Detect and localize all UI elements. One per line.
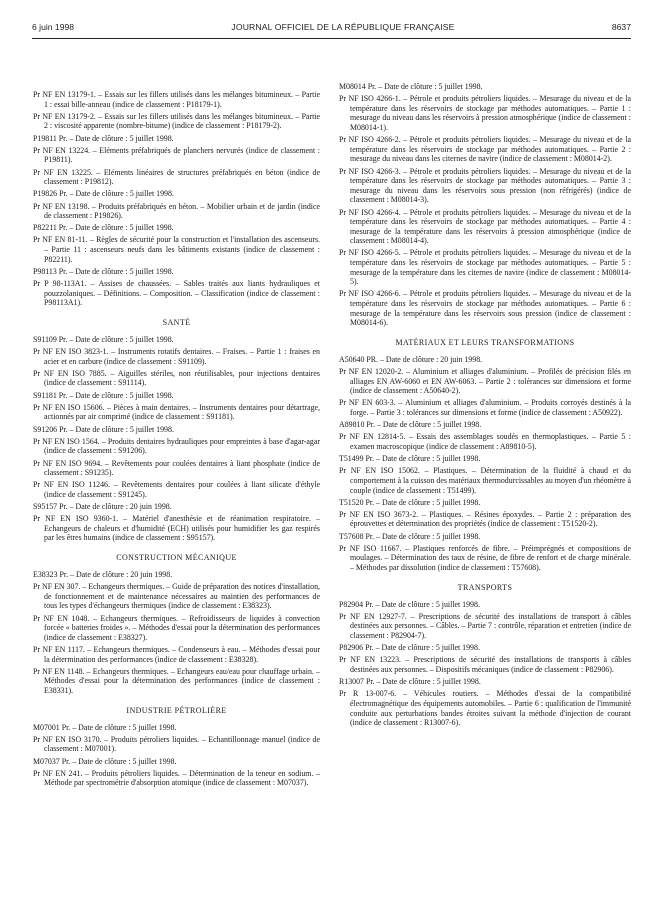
notice-entry: Pr NF ISO 4266-3. – Pétrole et produits pétroliers liquides. – Mesurage du niveau et de la température dans les réservoirs de stockage par méthodes automatiques. – Partie 3 : mesurage du niveau dans les réservoirs sous pression (non réfrigérés) (indice de classement : M08014-3).: [339, 166, 631, 205]
notice-entry: Pr NF ISO 4266-2. – Pétrole et produits pétroliers liquides. – Mesurage du niveau et de la température dans les réservoirs de stockage par méthodes automatiques. – Partie 2 : mesurage du niveau dans les citernes de navire (indice de classement : M08014-2).: [339, 135, 631, 164]
notice-entry: Pr NF ISO 11667. – Plastiques renforcés de fibre. – Préimprégnés et compositions de moulages. – Détermination des taux de résine, de fibre de renfort et de charge minérale. – Méthodes par dissolution (indice de classement : T57608).: [339, 543, 631, 573]
notice-entry: T57608 Pr. – Date de clôture : 5 juillet 1998.: [339, 531, 481, 541]
notice-entry: P82906 Pr. – Date de clôture : 5 juillet 1998.: [339, 643, 480, 653]
notice-entry: Pr NF EN 1117. – Echangeurs thermiques. – Condenseurs à eau. – Méthodes d'essai pour la détermination des performances (indice de classement : E38328).: [33, 644, 320, 664]
notice-entry: R13007 Pr. – Date de clôture : 5 juillet 1998.: [339, 677, 481, 687]
notice-entry: P82904 Pr. – Date de clôture : 5 juillet 1998.: [339, 599, 480, 609]
notice-entry: Pr NF EN 603-3. – Aluminium et alliages d'aluminium. – Produits corroyés destinés à la forge. – Partie 3 : tolérances sur dimensions et forme (indice de classement : A50922).: [339, 398, 631, 417]
notice-entry: T51499 Pr. – Date de clôture : 5 juillet 1998.: [339, 454, 481, 464]
notice-entry: Pr NF ISO 4266-6. – Pétrole et produits pétroliers liquides. – Mesurage du niveau et de la température dans les réservoirs de stockage par méthodes automatiques. – Partie 6 : mesurage de la température dans les réservoirs sous pression (indice de classement : M08014-6).: [339, 289, 631, 328]
notice-entry: Pr NF EN ISO 9694. – Revêtements pour coulées dentaires à liant phosphate (indice de classement : S91235).: [33, 458, 320, 478]
notice-entry: Pr NF EN ISO 7885. – Aiguilles stériles, non réutilisables, pour injections dentaires (indice de classement : S91114).: [33, 368, 320, 388]
notice-entry: Pr NF EN 13198. – Produits préfabriqués en béton. – Mobilier urbain et de jardin (indice de classement : P19826).: [33, 201, 320, 221]
notice-entry: A89810 Pr. – Date de clôture : 5 juillet 1998.: [339, 420, 482, 430]
notice-entry: Pr NF ISO 4266-4. – Pétrole et produits pétroliers liquides. – Mesurage du niveau et de la température dans les réservoirs de stockage par méthodes automatiques. – Partie 4 : mesurage de la température dans les réservoirs à pression atmosphérique (indice de classement : M08014-4).: [339, 207, 631, 246]
notice-entry: Pr NF ISO 4266-1. – Pétrole et produits pétroliers liquides. – Mesurage du niveau et de la température dans les réservoirs de stockage par méthodes automatiques. – Partie 1 : mesurage du niveau dans les réservoirs à pression atmosphérique (indice de classement : M08014-1).: [339, 94, 631, 132]
notice-entry: P19826 Pr. – Date de clôture : 5 juillet 1998.: [33, 189, 174, 199]
notice-entry: E38323 Pr. – Date de clôture : 20 juin 1998.: [33, 570, 173, 580]
notice-entry: Pr NF EN ISO 3673-2. – Plastiques. – Résines époxydes. – Partie 2 : préparation des éprouvettes et détermination des propriétés (indice de classement : T51520-2).: [339, 509, 631, 529]
notice-entry: Pr NF ISO 4266-5. – Pétrole et produits pétroliers liquides. – Mesurage du niveau et de la température dans les réservoirs de stockage par méthodes automatiques. – Partie 5 : mesurage de la température dans les citernes de navire (indice de classement : M08014-5).: [339, 248, 631, 287]
notice-entry: Pr NF EN 1048. – Echangeurs thermiques. – Refroidisseurs de liquides à convection forcée « batteries froides ». – Méthodes d'essai pour la détermination des performances (indice de classement : E38327).: [33, 613, 320, 642]
journal-title: JOURNAL OFFICIEL DE LA RÉPUBLIQUE FRANÇAISE: [231, 22, 455, 32]
section-heading: SANTÉ: [162, 317, 191, 327]
notice-entry: Pr NF EN ISO 1564. – Produits dentaires hydrauliques pour empreintes à base d'agar-agar (indice de classement : S91206).: [33, 436, 320, 456]
section-heading: INDUSTRIE PÉTROLIÈRE: [126, 705, 227, 715]
notice-entry: S91181 Pr. – Date de clôture : 5 juillet 1998.: [33, 390, 174, 400]
notice-entry: P19811 Pr. – Date de clôture : 5 juillet 1998.: [33, 133, 174, 143]
notice-entry: Pr NF EN ISO 3823-1. – Instruments rotatifs dentaires. – Fraises. – Partie 1 : fraises en acier et en carbure (indice de classement : S91109).: [33, 347, 320, 366]
notice-entry: Pr NF EN ISO 11246. – Revêtements dentaires pour coulées à liant silicate d'éthyle (indice de classement : S91245).: [33, 480, 320, 499]
notice-entry: Pr NF EN ISO 15606. – Pièces à main dentaires. – Instruments dentaires pour détartrage, actionnés par air comprimé (indice de classement : S91181).: [33, 402, 320, 422]
notice-entry: Pr NF EN 13224. – Eléments préfabriqués de planchers nervurés (indice de classement : P19811).: [33, 145, 320, 165]
notice-entry: Pr NF EN 12927-7. – Prescriptions de sécurité des installations de transport à câbles destinées aux personnes. – Câbles. – Partie 7 : contrôle, réparation et entretien (indice de classement : P82904-7).: [339, 611, 631, 640]
notice-entry: Pr R 13-007-6. – Véhicules routiers. – Méthodes d'essai de la compatibilité électromagnétique des équipements automobiles. – Partie 6 : qualification de l'immunité conduite aux perturbations bandes étroites suivant la méthode d'injection de courant (indice de classement : R13007-6).: [339, 689, 631, 728]
header-date: 6 juin 1998: [32, 22, 75, 32]
section-heading: TRANSPORTS: [457, 582, 513, 592]
notice-entry: Pr NF EN 12814-5. – Essais des assemblages soudés en thermoplastiques. – Partie 5 : examen macroscopique (indice de classement : A89810-5).: [339, 432, 631, 451]
notice-entry: M07001 Pr. – Date de clôture : 5 juillet 1998.: [33, 722, 177, 732]
notice-entry: Pr P 98-113A1. – Assises de chaussées. – Sables traités aux liants hydrauliques et pouzzolaniques. – Définitions. – Composition. – Classification (indice de classement : P98113A1).: [33, 279, 320, 308]
notice-entry: Pr NF EN 241. – Produits pétroliers liquides. – Détermination de la teneur en sodium. – Méthode par spectrométrie d'absorption atomique (indice de classement : M07037).: [33, 768, 320, 788]
notice-entry: Pr NF EN 13179-2. – Essais sur les fillers utilisés dans les mélanges bitumineux. – Partie 2 : viscosité apparente (nombre-bitume) (indice de classement : P18179-2).: [33, 111, 320, 131]
notice-entry: A50640 PR. – Date de clôture : 20 juin 1998.: [339, 354, 483, 364]
notice-entry: P98113 Pr. – Date de clôture : 5 juillet 1998.: [33, 266, 174, 276]
notice-entry: Pr NF EN 13223. – Prescriptions de sécurité des installations de transports à câbles destinées aux personnes. – Dispositifs mécaniques (indice de classement : P82906).: [339, 655, 631, 674]
section-heading: CONSTRUCTION MÉCANIQUE: [116, 553, 237, 563]
right-column: [339, 82, 631, 730]
notice-entry: T51520 Pr. – Date de clôture : 5 juillet 1998.: [339, 497, 481, 507]
notice-entry: S91109 Pr. – Date de clôture : 5 juillet 1998.: [33, 334, 174, 344]
notice-entry: Pr NF EN ISO 15062. – Plastiques. – Détermination de la fluidité à chaud et du comportement à la cuisson des matériaux thermodurcissables au moyen d'un rhéomètre à couple (indice de classement : T51499).: [339, 466, 631, 495]
notice-entry: Pr NF EN 13225. – Eléments linéaires de structures préfabriqués en béton (indice de classement : P19812).: [33, 167, 320, 187]
page-header: [32, 22, 631, 36]
notice-entry: S95157 Pr. – Date de clôture : 20 juin 1998.: [33, 502, 172, 512]
notice-entry: Pr NF EN 307. – Echangeurs thermiques. – Guide de préparation des notices d'installation, de fonctionnement et de maintenance nécessaires au maintien des performances de tous les types d'échangeurs thermiques (indice de classement : E38323).: [33, 582, 320, 611]
notice-entry: M07037 Pr. – Date de clôture : 5 juillet 1998.: [33, 756, 177, 766]
header-rule: [32, 38, 631, 39]
left-column: [33, 90, 320, 790]
notice-entry: Pr NF EN 1148. – Echangeurs thermiques. – Echangeurs eau/eau pour chauffage urbain. – Méthodes d'essai pour la détermination des performances (indice de classement : E38331).: [33, 666, 320, 695]
notice-entry: P82211 Pr. – Date de clôture : 5 juillet 1998.: [33, 223, 174, 233]
page-number: 8637: [611, 22, 631, 32]
section-heading: MATÉRIAUX ET LEURS TRANSFORMATIONS: [395, 337, 575, 347]
notice-entry: Pr NF EN 13179-1. – Essais sur les fillers utilisés dans les mélanges bitumineux. – Partie 1 : essai bille-anneau (indice de classement : P18179-1).: [33, 90, 320, 109]
notice-entry: Pr NF EN ISO 9360-1. – Matériel d'anesthésie et de réanimation respiratoire. – Echangeurs de chaleurs et d'humidité (ECH) utilisés pour humidifier les gaz respirés par les êtres humains (indice de classement : S95157).: [33, 514, 320, 543]
notice-entry: Pr NF EN 81-11. – Règles de sécurité pour la construction et l'installation des ascenseurs. – Partie 11 : ascenseurs neufs dans les bâtiments existants (indice de classement : P82211).: [33, 235, 320, 264]
notice-entry: S91206 Pr. – Date de clôture : 5 juillet 1998.: [33, 424, 174, 434]
notice-entry: Pr NF EN ISO 3170. – Produits pétroliers liquides. – Echantillonnage manuel (indice de classement : M07001).: [33, 734, 320, 754]
notice-entry: Pr NF EN 12020-2. – Aluminium et alliages d'aluminium. – Profilés de précision filés en alliages EN AW-6060 et EN AW-6063. – Partie 2 : tolérances sur dimensions et forme (indice de classement : A50640-2).: [339, 367, 631, 396]
notice-entry: M08014 Pr. – Date de clôture : 5 juillet 1998.: [339, 82, 483, 91]
